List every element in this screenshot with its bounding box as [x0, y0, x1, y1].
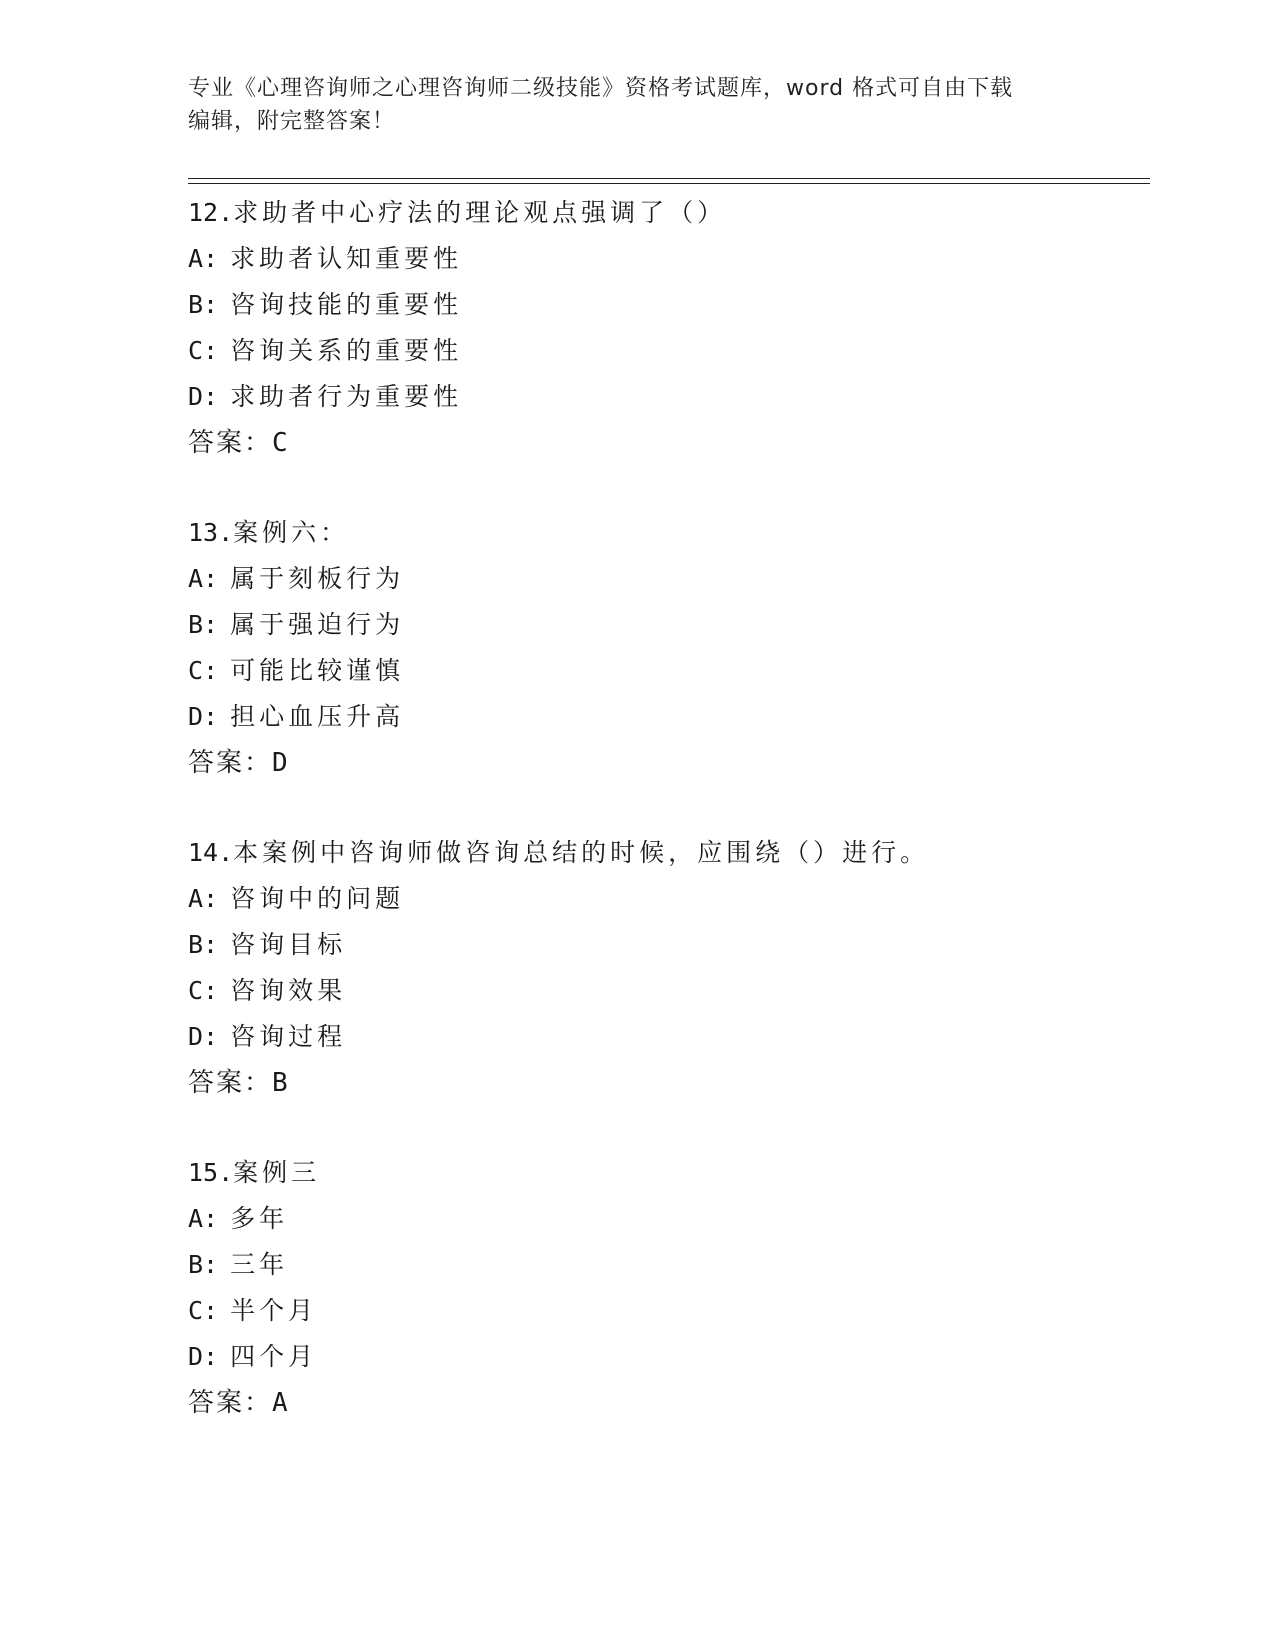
document-header [188, 72, 1088, 138]
option-letter: A: [188, 1204, 219, 1233]
option-b [188, 282, 1148, 328]
option-letter: D: [188, 702, 219, 731]
option-d [188, 694, 1148, 740]
option-text: 咨询目标 [230, 930, 347, 959]
question-stem [188, 190, 1148, 236]
option-letter: D: [188, 1022, 219, 1051]
answer-row [188, 1060, 1148, 1106]
option-letter: A: [188, 884, 219, 913]
option-letter: A: [188, 564, 219, 593]
question-stem [188, 510, 1148, 556]
question-stem [188, 830, 1148, 876]
option-letter: C: [188, 336, 219, 365]
option-a [188, 556, 1148, 602]
option-text: 咨询效果 [230, 976, 347, 1005]
header-divider-bottom [188, 183, 1150, 184]
option-text: 半个月 [230, 1296, 318, 1325]
question-13 [188, 510, 1148, 786]
question-number: 12. [188, 198, 234, 227]
option-text: 三年 [230, 1250, 289, 1279]
question-text: 本案例中咨询师做咨询总结的时候，应围绕（）进行。 [233, 838, 930, 867]
option-text: 多年 [230, 1204, 289, 1233]
option-text: 求助者认知重要性 [230, 244, 463, 273]
answer-value: B [272, 1068, 288, 1098]
question-number: 14. [188, 838, 234, 867]
question-number: 15. [188, 1158, 234, 1187]
answer-row [188, 1380, 1148, 1426]
question-number: 13. [188, 518, 234, 547]
option-text: 咨询技能的重要性 [230, 290, 463, 319]
question-stem [188, 1150, 1148, 1196]
option-b [188, 922, 1148, 968]
answer-value: D [272, 748, 288, 778]
option-text: 属于刻板行为 [230, 564, 405, 593]
option-letter: C: [188, 656, 219, 685]
option-text: 属于强迫行为 [230, 610, 405, 639]
option-text: 咨询过程 [230, 1022, 347, 1051]
option-letter: D: [188, 382, 219, 411]
option-text: 担心血压升高 [230, 702, 405, 731]
option-b [188, 602, 1148, 648]
option-text: 咨询关系的重要性 [230, 336, 463, 365]
option-d [188, 374, 1148, 420]
question-14 [188, 830, 1148, 1106]
option-letter: C: [188, 976, 219, 1005]
question-15 [188, 1150, 1148, 1426]
question-12 [188, 190, 1148, 466]
question-text: 求助者中心疗法的理论观点强调了（） [233, 198, 727, 227]
header-line-2: 编辑，附完整答案！ [188, 109, 396, 134]
answer-row [188, 420, 1148, 466]
option-letter: B: [188, 290, 219, 319]
option-letter: D: [188, 1342, 219, 1371]
option-text: 求助者行为重要性 [230, 382, 463, 411]
answer-label: 答案： [188, 1388, 273, 1418]
option-letter: B: [188, 930, 219, 959]
header-divider-top [188, 178, 1150, 179]
option-letter: C: [188, 1296, 219, 1325]
option-a [188, 876, 1148, 922]
option-text: 咨询中的问题 [230, 884, 405, 913]
option-text: 可能比较谨慎 [230, 656, 405, 685]
option-c [188, 968, 1148, 1014]
option-d [188, 1014, 1148, 1060]
answer-label: 答案： [188, 748, 273, 778]
option-letter: B: [188, 1250, 219, 1279]
option-b [188, 1242, 1148, 1288]
option-a [188, 236, 1148, 282]
answer-value: C [272, 428, 288, 458]
option-c [188, 328, 1148, 374]
option-c [188, 648, 1148, 694]
question-text: 案例六： [233, 518, 350, 547]
option-text: 四个月 [230, 1342, 318, 1371]
answer-label: 答案： [188, 428, 273, 458]
header-line-1: 专业《心理咨询师之心理咨询师二级技能》资格考试题库，word 格式可自由下载 [188, 76, 1014, 101]
option-d [188, 1334, 1148, 1380]
question-list [188, 190, 1148, 1426]
question-text: 案例三 [233, 1158, 321, 1187]
option-letter: B: [188, 610, 219, 639]
answer-value: A [272, 1388, 288, 1418]
option-a [188, 1196, 1148, 1242]
option-c [188, 1288, 1148, 1334]
answer-label: 答案： [188, 1068, 273, 1098]
option-letter: A: [188, 244, 219, 273]
answer-row [188, 740, 1148, 786]
